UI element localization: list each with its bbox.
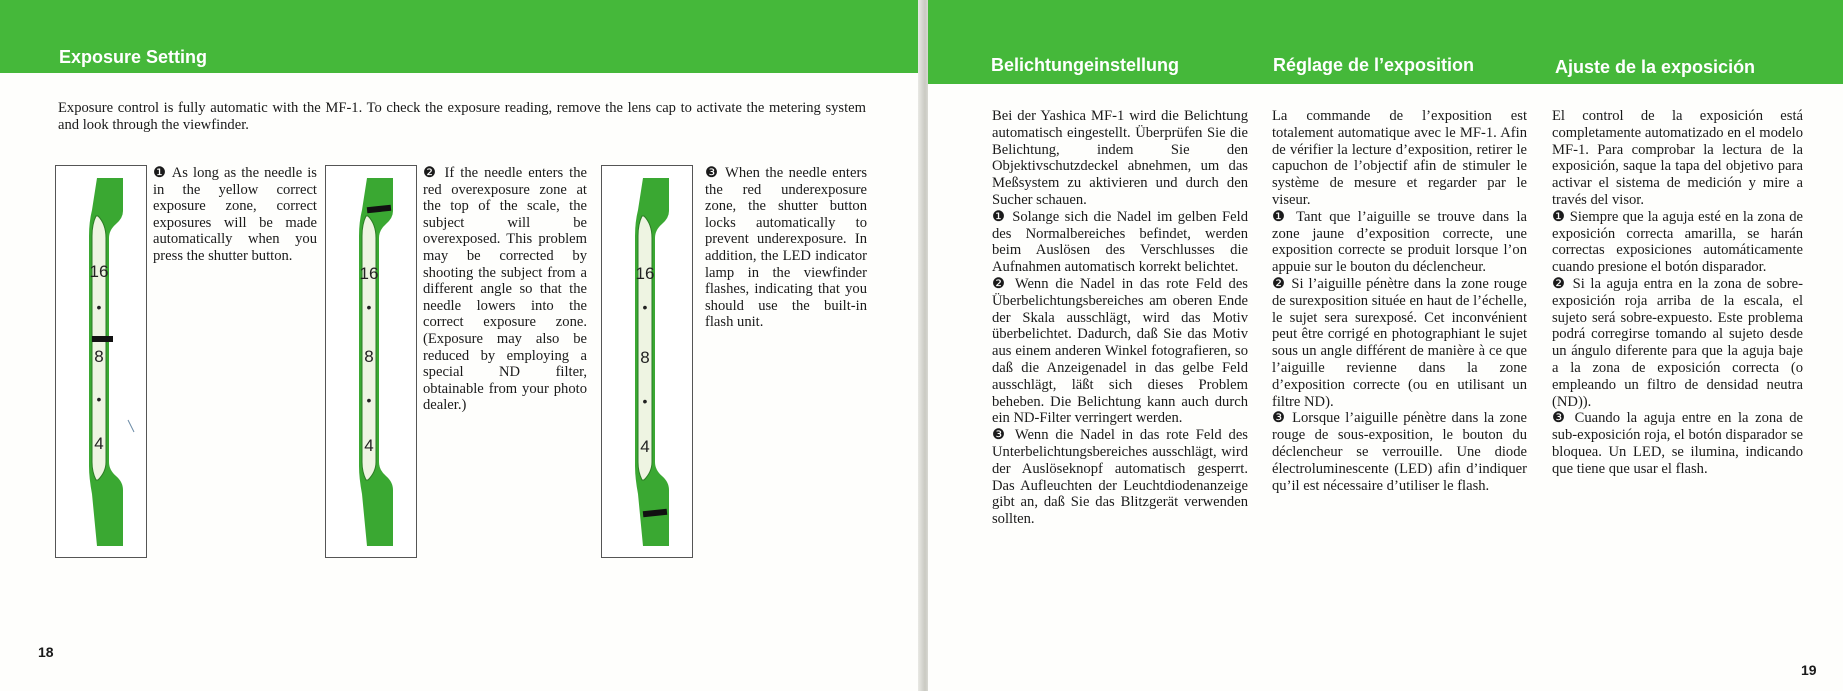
scale-diagram [326,166,416,557]
header-spanish: Ajuste de la exposición [1555,57,1756,77]
right-page [928,0,1843,691]
pen-mark [128,420,134,432]
exposure-scale-over [325,165,417,558]
page-title: Exposure Setting [59,47,208,67]
scale-label-4: 4 [94,434,104,453]
scale-label-16: 16 [89,262,109,281]
scale-diagram [56,166,146,557]
scale-dot: • [642,393,648,409]
scale-label-16: 16 [635,264,655,283]
paragraph: ❶ Siempre que la aguja esté en la zona de exposición correcta amarilla, se harán correctas exposiciones automáticamente cuando presione el botón disparador. [1552,208,1803,276]
header-french: Réglage de l’exposition [1273,55,1475,75]
scale-diagram [602,166,692,557]
needle-mark [92,336,113,342]
scale-label-4: 4 [364,436,374,455]
scale-dot: • [642,299,648,315]
caption-underexposure: ❸ When the needle enters the red underexposure zone, the shutter button locks automatically to prevent underexposure. In addition, the LED indicator lamp in the viewfinder flashes, indicating that you should use the built-in flash unit. [705,165,867,331]
scale-dot: • [96,391,102,407]
paragraph: ❸ Cuando la aguja entre en la zona de sub-exposición roja, el botón disparador se bloquea. Un LED, se ilumina, indicando que tiene que usar el flash. [1552,410,1803,477]
scale-label-8: 8 [364,347,374,366]
page-number: 19 [1801,662,1817,678]
scale-dot: • [96,299,102,315]
scale-dot: • [366,392,372,408]
header-german: Belichtungeinstellung [991,55,1180,75]
paragraph: ❷ Si l’aiguille pénètre dans la zone rouge de surexposition située en haut de l’échelle, le sujet sera surexposé. Cet inconvénient peut être corrigé en photographiant le sujet sous un angle différent de manière à ce que l’aiguille revienne dans la zone d’exposition correcte (ou en utilisant un filtre ND). [1272,275,1527,410]
scale-label-8: 8 [640,348,650,367]
paragraph: Bei der Yashica MF-1 wird die Belichtung automatisch eingestellt. Überprüfen Sie die Belichtung, indem Sie den Objektivschutzdeckel abnehmen, um das Meßsystem zu aktivieren und durch den Sucher schauen. [992,108,1248,208]
caption-correct-exposure: ❶ As long as the needle is in the yellow correct exposure zone, correct exposures will be made automatically when you press the shutter button. [153,165,317,264]
column-french [1272,108,1527,494]
scale-label-4: 4 [640,437,650,456]
paragraph: ❶ Tant que l’aiguille se trouve dans la zone jaune d’exposition correcte, une exposition correcte se produit lorsque l’on appuie sur le bouton du déclencheur. [1272,208,1527,276]
paragraph: ❸ Wenn die Nadel in das rote Feld des Unterbelichtungsbereiches ausschlägt, wird der Auslöseknopf automatisch gesperrt. Das Aufleuchten der Leuchtdiodenanzeige gibt an, daß Sie das Blitzgerät verwenden sollten. [992,427,1248,528]
exposure-scale-correct [55,165,147,558]
caption-overexposure: ❷ If the needle enters the red overexposure zone at the top of the scale, the subject will be overexposed. This problem may be corrected by shooting the subject from a different angle so that the needle lowers into the correct exposure zone. (Exposure may also be reduced by employing a special ND filter, obtainable from your photo dealer.) [423,165,587,414]
scale-label-16: 16 [359,264,379,283]
paragraph: La commande de l’exposition est totalement automatique avec le MF-1. Afin de vérifier la lecture d’exposition, retirer le capuchon de l’objectif afin de stimuler le système de mesure et regarder par le viseur. [1272,108,1527,208]
paragraph: ❶ Solange sich die Nadel im gelben Feld des Normalbereiches befindet, werden beim Auslösen des Verschlusses die Aufnahmen automatisch korrekt belichtet. [992,208,1248,276]
paragraph: ❷ Wenn die Nadel in das rote Feld des Überbelichtungsbereiches am oberen Ende der Skala ausschlägt, wird das Motiv überbelichtet. Dadurch, daß Sie das Motiv aus einem anderen Winkel fotografieren, so daß die Anzeigenadel in das gelbe Feld ausschlägt, läßt sich dieses Problem beheben. Die Belichtung kann auch durch ein ND-Filter verringert werden. [992,275,1248,427]
column-spanish [1552,108,1803,478]
page-number: 18 [38,644,54,660]
paragraph: ❷ Si la aguja entra en la zona de sobre-exposición roja arriba de la escala, el sujeto será sobre-expuesto. Este problema podrá corregirse tomando al sujeto desde un ángulo diferente para que la aguja baje a la zona de exposición correcta (o empleando un filtro de densidad neutra (ND)). [1552,275,1803,410]
intro-paragraph: Exposure control is fully automatic with the MF-1. To check the exposure reading, remove the lens cap to activate the metering system and look through the viewfinder. [58,100,866,133]
paragraph: ❸ Lorsque l’aiguille pénètre dans la zone rouge de sous-exposition, le bouton du déclencheur se verrouille. Une diode électroluminescente (LED) afin d’indiquer qu’il est nécessaire d’utiliser le flash. [1272,410,1527,494]
paragraph: El control de la exposición está completamente automatizado en el modelo MF-1. Para comprobar la lectura de la exposición, saque la tapa del objetivo para activar el sistema de medición y mire a través del visor. [1552,108,1803,208]
column-german [992,108,1248,528]
exposure-scale-under [601,165,693,558]
scale-label-8: 8 [94,347,104,366]
scale-dot: • [366,299,372,315]
